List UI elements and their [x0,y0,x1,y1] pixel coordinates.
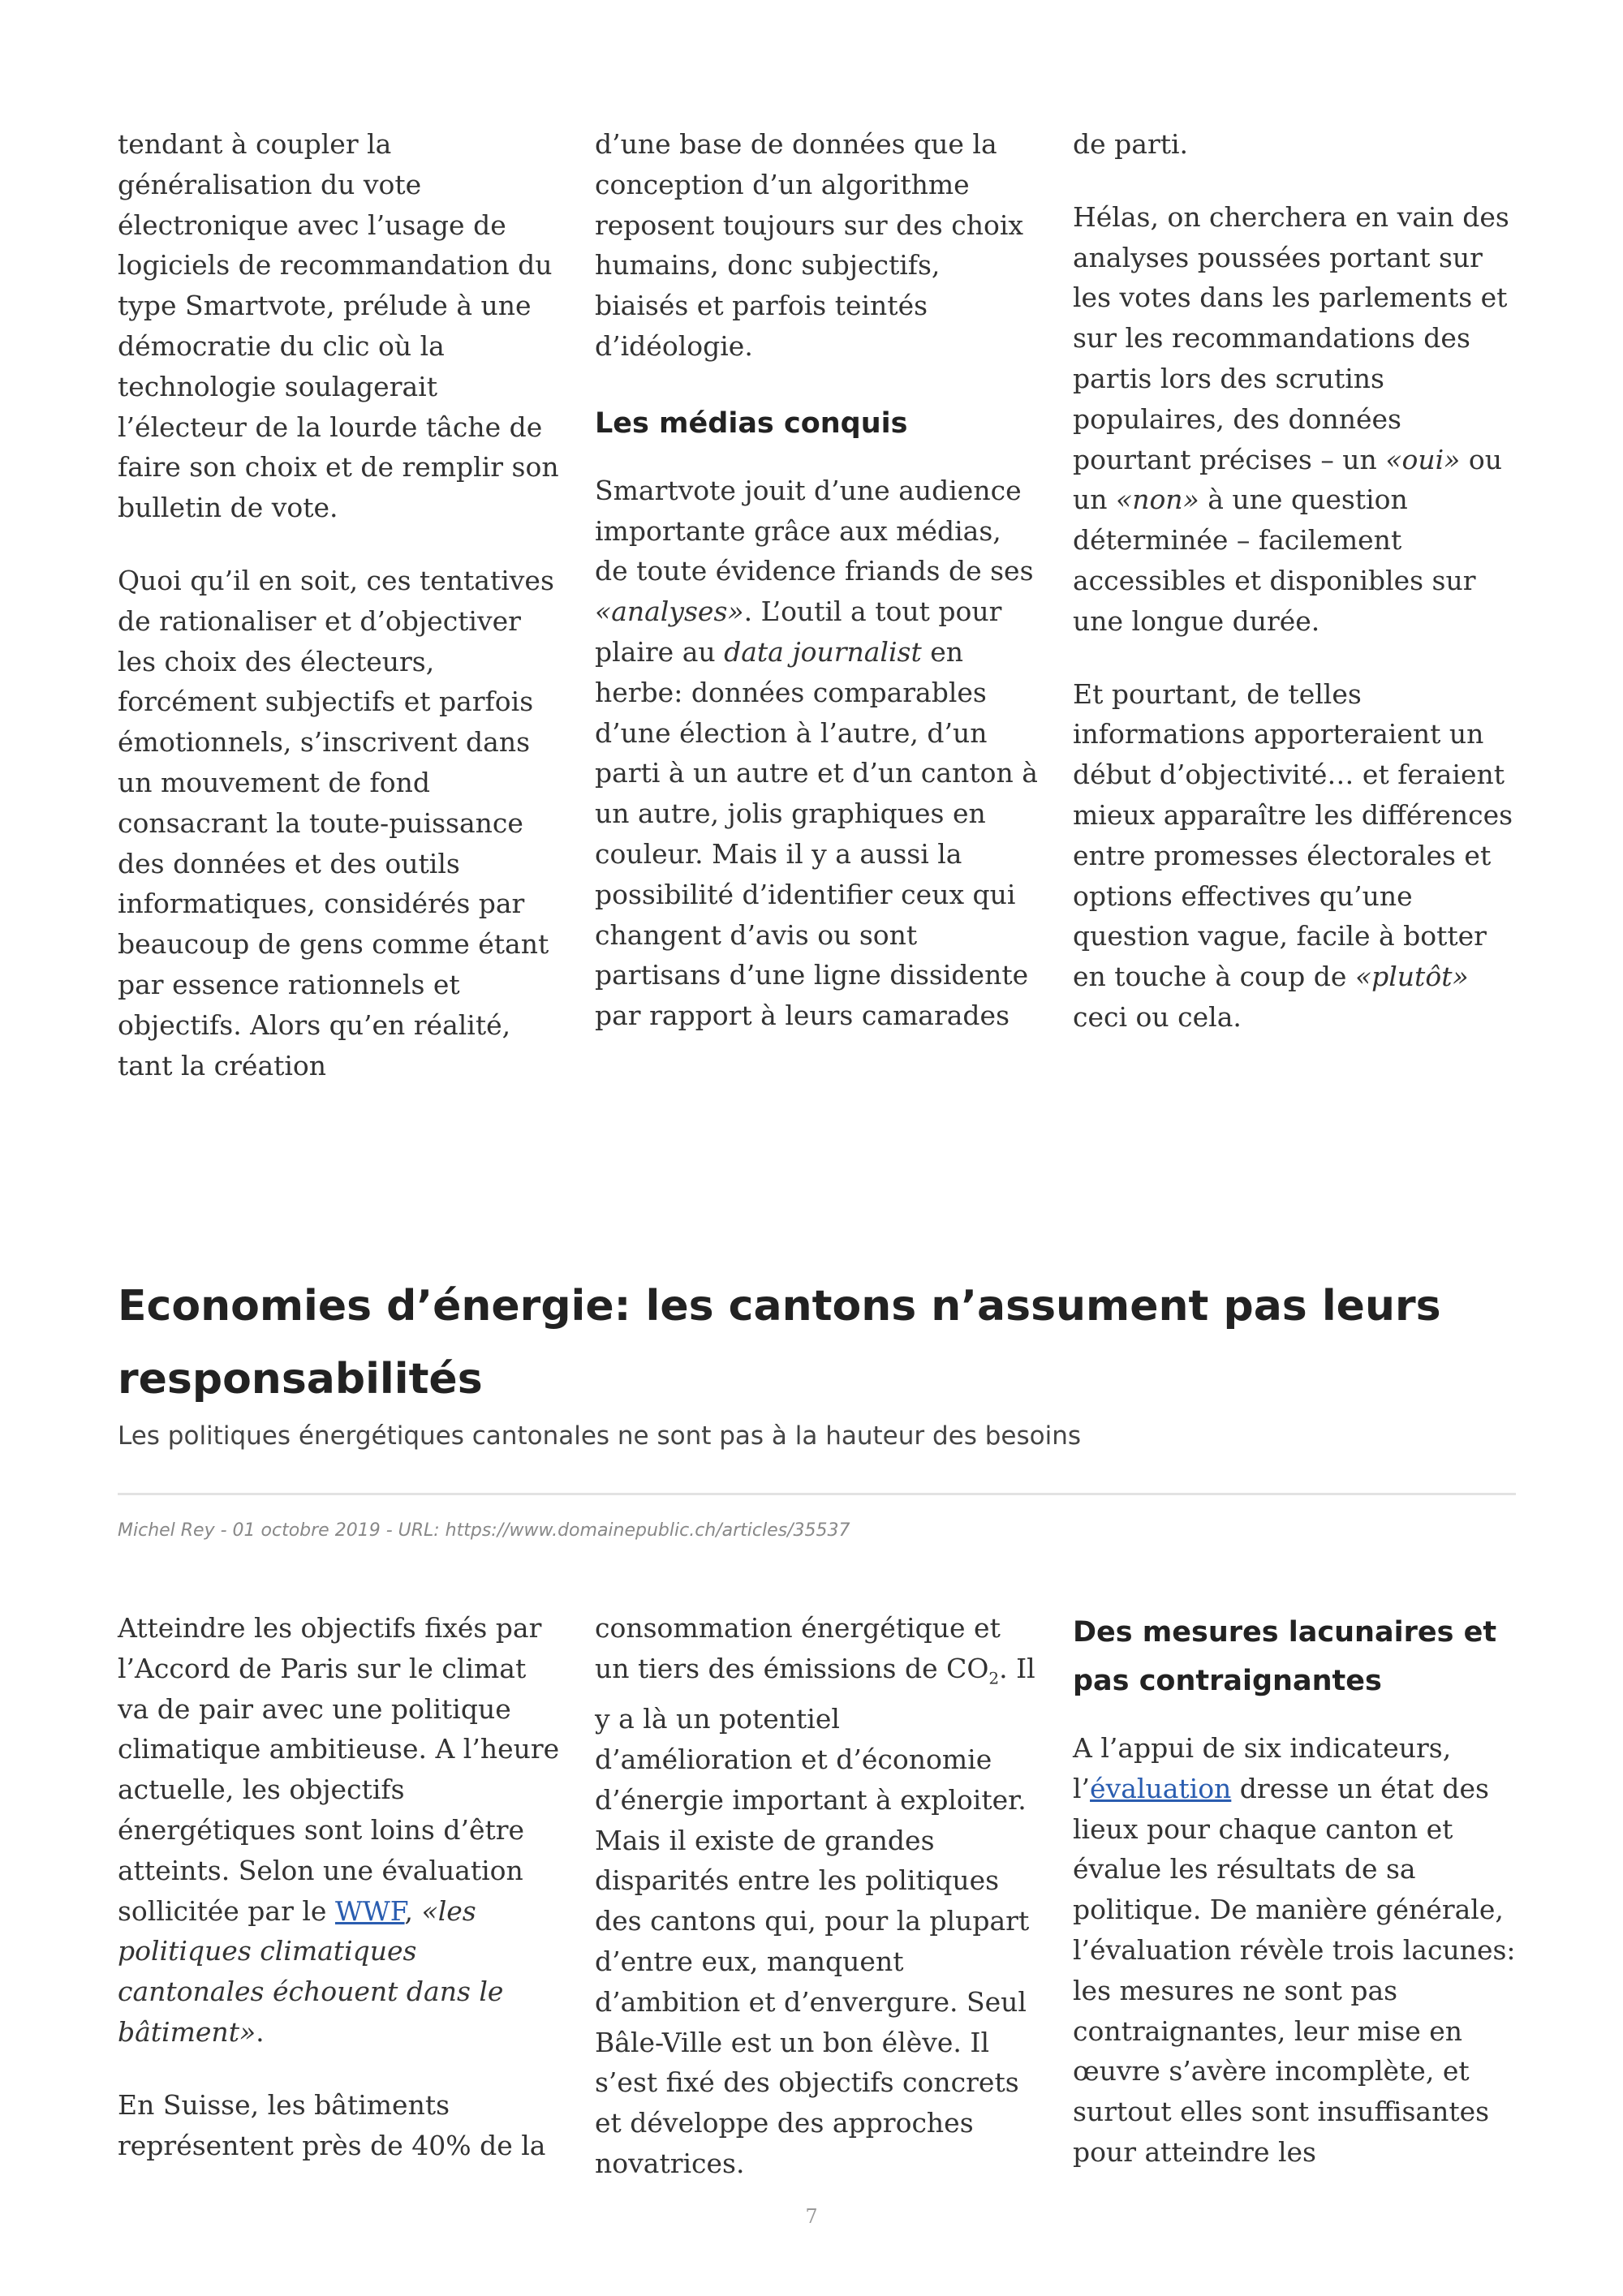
text-run: Et pourtant, de telles informations apporteraient un début d’objectivité… et feraient mieux apparaître les différences entre promesses électorales et options effectives qu’une question vague, facile à botter en touche à coup de [1073,677,1513,993]
text-run: dresse un état des lieux pour chaque canton et évalue les résultats de sa politique. De manière générale, l’évaluation révèle trois lacunes: les mesures ne sont pas contraignantes, leur mise en œuvre s’avère incomplète, et surtout elles sont insuffisantes pour atteindre les [1073,1772,1516,2168]
divider [118,1493,1516,1495]
paragraph: de parti. [1073,128,1189,160]
paragraph [1073,1728,1519,2173]
text-run: . L’outil a tout pour plaire au [595,595,1002,668]
text-run: Atteindre les objectifs fixés par l’Accord de Paris sur le climat va de pair avec une politique climatique ambitieuse. A l’heure actuelle, les objectifs énergétiques sont loins d’être atteints. Selon une évaluation sollicitée par le [118,1612,560,1927]
paragraph [595,1608,1041,2184]
paragraph: En Suisse, les bâtiments représentent près de 40% de la [118,2088,546,2161]
prev-article-column-2 [595,124,1041,1068]
paragraph [1073,197,1519,642]
section-heading: Les médias conquis [595,406,908,440]
article-title: Economies d’énergie: les cantons n’assument pas leurs responsabilités [118,1282,1441,1404]
text-run: Smartvote jouit d’une audience importante grâce aux médias, de toute évidence friands de ses [595,474,1034,587]
emphasis: «plutôt» [1354,961,1469,993]
prev-article-column-1 [118,124,564,1118]
evaluation-link[interactable]: évaluation [1090,1772,1232,1804]
subscript: 2 [988,1668,1000,1688]
quote: «les politiques climatiques cantonales échouent dans le bâtiment» [118,1894,504,2048]
text-run: A l’appui de six indicateurs, l’ [1073,1732,1452,1804]
page-number: 7 [805,2205,818,2228]
article-column-3 [1073,1608,1519,2205]
emphasis: «analyses» [595,595,744,628]
text-run: . [256,2015,265,2048]
section-heading: Des mesures lacunaires et pas contraignantes [1073,1616,1497,1697]
text-run: , [404,1894,422,1927]
text-run: . Il y a là un potentiel d’amélioration et d’économie d’énergie important à exploiter. Mais il existe de grandes disparités entre les politiques des cantons qui, pour la plupart d’entre eux, manquent d’ambition et d’envergure. Seul Bâle-Ville est un bon élève. Il s’est fixé des objectifs concrets et développe des approches novatrices. [595,1652,1035,2179]
paragraph [595,471,1041,1036]
article-subtitle: Les politiques énergétiques cantonales ne sont pas à la hauteur des besoins [118,1421,1082,1451]
text-run: Hélas, on cherchera en vain des analyses poussées portant sur les votes dans les parlements et sur les recommandations des partis lors des scrutins populaires, des données pourtant précises – un [1073,200,1509,475]
text-run: à une question déterminée – facilement accessibles et disponibles sur une longue durée. [1073,484,1476,637]
article-column-1 [118,1608,564,2198]
emphasis: data journalist [724,635,922,668]
article-meta: Michel Rey - 01 octobre 2019 - URL: https://www.domainepublic.ch/articles/35537 [118,1520,850,1541]
paragraph: Quoi qu’il en soit, ces tentatives de rationaliser et d’objectiver les choix des électeurs, forcément subjectifs et parfois émotionnels, s’inscrivent dans un mouvement de fond consacrant la toute-puissance des données et des outils informatiques, considérés par beaucoup de gens comme étant par essence rationnels et objectifs. Alors qu’en réalité, tant la création [118,564,554,1081]
paragraph: tendant à coupler la généralisation du vote électronique avec l’usage de logiciels de recommandation du type Smartvote, prélude à une démocratie du clic où la technologie soulagerait l’électeur de la lourde tâche de faire son choix et de remplir son bulletin de vote. [118,128,559,524]
text-run: ou un [1073,443,1502,516]
paragraph [118,1608,564,2053]
article-column-2 [595,1608,1041,2216]
text-run: consommation énergétique et un tiers des émissions de CO [595,1612,1001,1684]
paragraph: d’une base de données que la conception d’un algorithme reposent toujours sur des choix humains, donc subjectifs, biaisés et parfois teintés d’idéologie. [595,128,1023,362]
paragraph [1073,674,1519,1038]
wwf-link[interactable]: WWF [334,1894,405,1927]
text-run: en herbe: données comparables d’une élection à l’autre, d’un parti à un autre et d’un canton à un autre, jolis graphiques en couleur. Mais il y a aussi la possibilité d’identifier ceux qui changent d’avis ou sont partisans d’une ligne dissidente par rapport à leurs camarades [595,635,1038,1032]
emphasis: «non» [1116,484,1199,516]
prev-article-column-3 [1073,124,1519,1070]
emphasis: «oui» [1385,443,1461,475]
text-run: ceci ou cela. [1073,1000,1242,1033]
